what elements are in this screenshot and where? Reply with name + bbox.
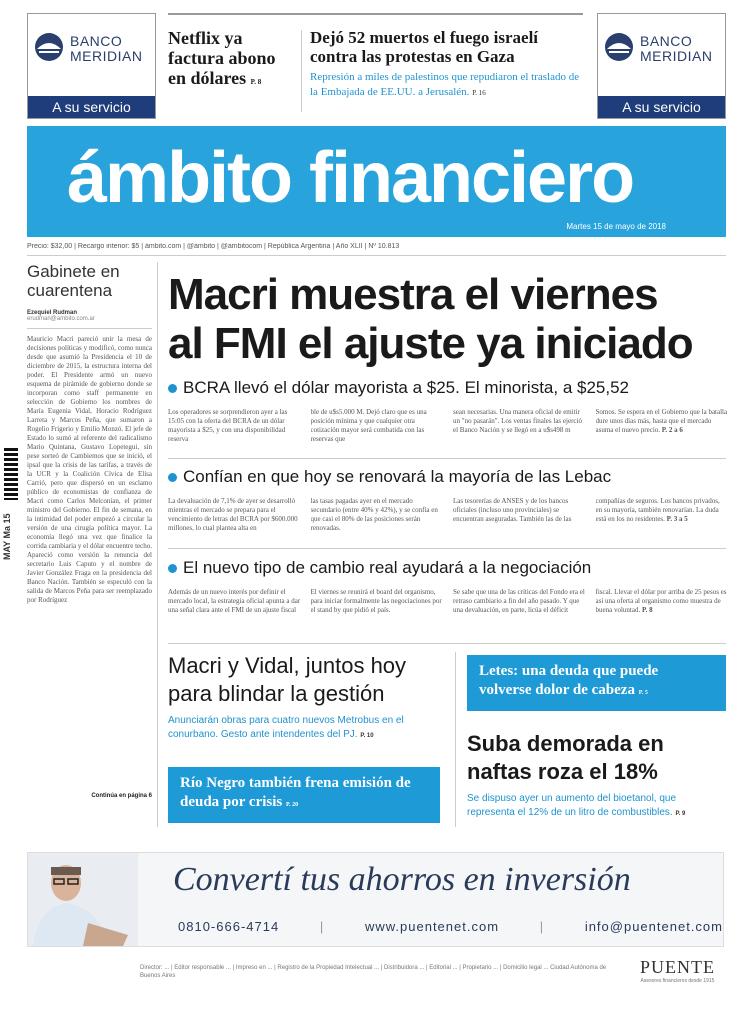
lead-point-col: sean necesarias. Una manera oficial de emitir un "no pasarán". Los ventas finales las ejerció el Banco Nación y se llegó en a u$s498 m <box>453 408 582 434</box>
ad-website-link[interactable]: www.puentenet.com <box>364 919 500 934</box>
teaser-gaza-headline: Dejó 52 muertos el fuego israelí contra las protestas en Gaza <box>310 28 539 66</box>
bank-name: BANCO MERIDIAN <box>70 33 143 64</box>
page-ref: P. 20 <box>286 802 299 808</box>
info-bar-rule <box>27 255 726 256</box>
page-ref: P. 9 <box>675 811 686 817</box>
teaser-netflix-headline: Netflix ya factura abono en dólares <box>168 28 276 88</box>
ad-slogan: Convertí tus ahorros en inversión <box>173 861 631 898</box>
ad-contact-row <box>178 919 723 934</box>
page-ref: P. 2 a 6 <box>661 426 683 434</box>
sidebar-continues: Continúa en página 6 <box>91 793 152 799</box>
lead-point-col: ble de u$s5.000 M. Dejó claro que es una posición mínima y que cualquier otra cotización mayor será combatida con las reservas que <box>310 408 427 443</box>
puente-tag: Asesores financieros desde 1915 <box>640 978 715 984</box>
barcode-icon <box>4 448 18 500</box>
story-vidal-headline: Macri y Vidal, juntos hoy para blindar la gestión <box>168 653 407 706</box>
bank-name: BANCO MERIDIAN <box>640 33 713 64</box>
lead-point-col: Somos. Se espera en el Gobierno que la batalla dure unos días más, hasta que el mercado asuma el nuevo precio. P. 2 a 6 <box>595 408 728 434</box>
page-ref: P. 8 <box>250 78 262 86</box>
lead-point-title: El nuevo tipo de cambio real ayudará a la negociación <box>168 558 728 578</box>
lead-point-3[interactable] <box>168 558 728 635</box>
masthead-date: Martes 15 de mayo de 2018 <box>566 222 666 231</box>
story-vidal[interactable] <box>168 652 448 743</box>
lead-point-title: BCRA llevó el dólar mayorista a $25. El minorista, a $25,52 <box>168 378 728 398</box>
advisor-photo <box>28 853 138 946</box>
page-ref: P. 10 <box>360 733 374 739</box>
puente-brand: PUENTE <box>640 957 715 977</box>
sidebar-title: Gabinete en cuarentena <box>27 262 120 300</box>
bank-logo-icon <box>34 32 64 62</box>
story-rio-negro[interactable] <box>168 767 440 823</box>
top-rule <box>168 13 583 15</box>
teaser-netflix[interactable] <box>168 28 293 92</box>
story-letes-headline: Letes: una deuda que puede volverse dolor de cabeza <box>479 663 659 698</box>
masthead <box>27 126 726 237</box>
teaser-gaza-deck: Represión a miles de palestinos que repudiaron el traslado de la Embajada de EE.UU. a Jerusalén. P. 16 <box>310 71 580 98</box>
bullet-icon <box>168 384 177 393</box>
story-naftas-headline: Suba demorada en naftas roza el 18% <box>467 731 664 784</box>
sidebar-email: erudman@ambito.com.ar <box>27 316 95 322</box>
page-ref: P. 16 <box>472 89 486 97</box>
ad-email-link[interactable]: info@puentenet.com <box>584 919 723 934</box>
divider <box>455 652 456 827</box>
lead-headline <box>168 270 728 368</box>
bank-tagline: A su servicio <box>28 96 155 118</box>
footer-fine-print: Director: ... | Editor responsable ... | Impreso en ... | Registro de la Propiedad Intelectual ... | Distribuidora ... | Editorial ... | Propietario ... | Domicilio legal ... Ciudad Autónoma de Buenos Aires <box>140 965 607 979</box>
ad-banco-meridian-right[interactable] <box>597 13 726 119</box>
bullet-icon <box>168 473 177 482</box>
divider <box>301 30 302 112</box>
lead-point-col: Las tesorerías de ANSES y de los bancos oficiales (incluso uno provinciales) se encuentran aseguradas. También las de las <box>453 497 572 523</box>
ad-separator: | <box>319 919 325 934</box>
page-ref: P. 3 a 5 <box>666 515 688 523</box>
sidebar-text: Mauricio Macri pareció unir la mesa de decisiones políticas y modificó, como nunca desde que asumió la Presidencia el 10 de diciembre de 2015, la estructura interna del poder. El Presidente armó un nuevo esquema de pirámide de gobierno donde se incorporan como staff permanente en selección de Gobierno los nombres de María Eugenia Vidal, Horacio Rodríguez Larreta y Marcos Peña, que sumaron a Rogelio Frigerio y Emilio Monzó. El jefe de Estado lo sumó al referente del radicalismo Mario Quintana, Gustavo Lopetegui, sin pese sorteó de Cambiemos que se inició, el ipsal que la crisis de las tarifas, a través de la UCR y la Coalición Cívica de Elisa Carrió, pero que dispersó en un esclamo público de economistas de confianza de Macri como Carlos Melconian, el primer ministro del Gobierno. El fin de semana, en la intimidad del poder empezó a circular la versión de una cirugía política mayor. La economía llegó una vez que finalice la corrida cambiaria y el dólar encuentre techo. Apareció como versión la renuncia del secretario Luis Caputo y el nombre de Javier González Fraga en la presidencia del Banco Nación. También se especuló con la salida de Marcos Peña para ser reemplazado por Rodríguez <box>27 335 152 604</box>
teaser-gaza[interactable] <box>310 28 585 101</box>
sidebar-author: Ezequiel Rudman <box>27 310 78 316</box>
bank-logo-icon <box>604 32 634 62</box>
sidebar-rule <box>27 328 152 329</box>
vertical-date-label: MAY Ma 15 <box>2 513 12 560</box>
ad-banco-meridian-left[interactable] <box>27 13 156 119</box>
sidebar-divider <box>157 262 158 827</box>
lead-headline-line-2: al FMI el ajuste ya iniciado <box>168 319 693 368</box>
page-ref: P. 5 <box>638 690 648 696</box>
story-naftas-deck: Se dispuso ayer un aumento del bioetanol, que representa el 12% de un litro de combustibles. P. 9 <box>467 793 686 818</box>
lead-point-col: La devaluación de 7,1% de ayer se desarrolló mientras el mercado se prepara para el vencimiento de letras del BCRA por $600.000 millones, lo cual plantea alta en <box>168 497 298 532</box>
puente-logo[interactable] <box>630 957 725 984</box>
info-bar: Precio: $32,00 | Recargo interior: $5 | ámbito.com | @ámbito | @ambitocom | República Argentina | Año XLII | Nº 10.813 <box>27 243 400 250</box>
lead-point-2[interactable] <box>168 467 728 542</box>
lead-point-col: Se sabe que una de las críticas del Fondo era el retraso cambiario a fin del año pasado. Y que una devaluación, en parte, licúa el déficit <box>453 588 585 614</box>
story-vidal-deck: Anunciarán obras para cuatro nuevos Metrobus en el conurbano. Gesto ante intendentes del PJ. P. 10 <box>168 715 404 740</box>
bank-tagline: A su servicio <box>598 96 725 118</box>
lead-headline-line-1: Macri muestra el viernes <box>168 270 658 319</box>
lead-point-col: El viernes se reunirá el board del organismo, para iniciar formalmente las negociaciones por el stand by que pidió el país. <box>310 588 442 614</box>
divider <box>168 458 726 459</box>
lead-point-col: Los operadores se sorprendieron ayer a las 15:05 con la oferta del BCRA de un dólar mayorista a $25, y con una disponibilidad reserva <box>168 408 288 443</box>
ad-puentenet[interactable] <box>27 852 724 947</box>
ad-phone[interactable]: 0810-666-4714 <box>178 919 280 934</box>
story-rio-negro-headline: Río Negro también frena emisión de deuda por crisis <box>180 775 411 810</box>
lead-point-col: las tasas pagadas ayer en el mercado secundario (entre 40% y 42%), y se confía en que casi el 80% de las posiciones serán renovadas. <box>310 497 438 532</box>
lead-point-col: Además de un nuevo interés por definir el mercado local, la estrategia oficial apunta a dar una señal clara ante el FMI de un ajuste fiscal <box>168 588 301 614</box>
divider <box>168 548 726 549</box>
lead-point-title: Confían en que hoy se renovará la mayoría de las Lebac <box>168 467 728 487</box>
page-ref: P. 8 <box>641 606 653 614</box>
masthead-title: ámbito financiero <box>67 138 634 218</box>
bullet-icon <box>168 564 177 573</box>
lead-point-1[interactable] <box>168 378 728 455</box>
story-letes[interactable] <box>467 655 726 711</box>
ad-separator: | <box>539 919 545 934</box>
lead-point-col: compañías de seguros. Los bancos privados, en su mayoría, también renovarían. La duda está en los no residentes. P. 3 a 5 <box>595 497 720 523</box>
story-naftas[interactable] <box>467 730 726 821</box>
lead-point-col: fiscal. Llevar el dólar por arriba de 25 pesos es así una oferta al organismo como muestra de buena voluntad. P. 8 <box>595 588 727 614</box>
sidebar-column <box>27 262 152 799</box>
divider <box>168 643 726 644</box>
